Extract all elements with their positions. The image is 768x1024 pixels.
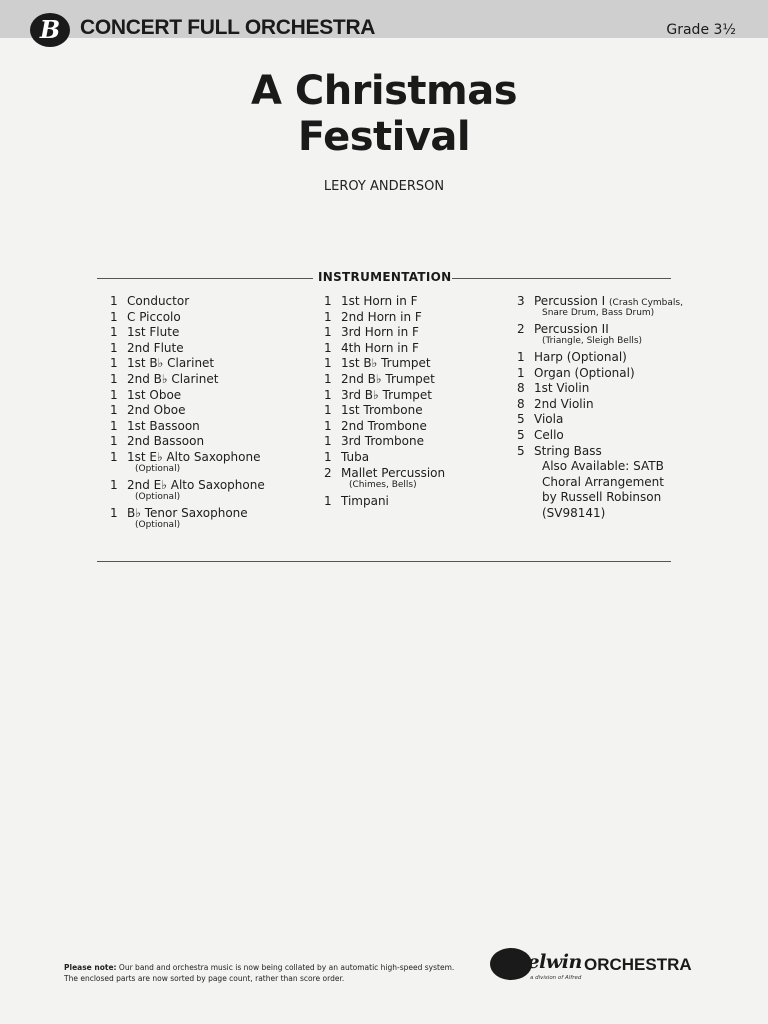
instrument-name-text: 1st Oboe	[127, 387, 182, 402]
instrument-quantity: 2	[517, 322, 525, 336]
instrument-name-text: 1st Horn in F	[341, 294, 418, 308]
title-line-2: Festival	[297, 114, 471, 160]
section-rule-right	[452, 278, 671, 279]
instrument-name-text: Cello	[534, 427, 564, 442]
instrument-name-text: C Piccolo	[127, 309, 181, 324]
instrument-quantity: 8	[517, 381, 525, 396]
instrument-name	[127, 403, 185, 419]
instrument-note: (Optional)	[135, 463, 181, 474]
instrument-quantity: 1	[110, 418, 118, 433]
instrument-name	[341, 419, 427, 435]
section-rule-left	[97, 278, 313, 279]
instrument-quantity: 5	[517, 443, 525, 458]
instrument-name-text: 2nd E♭ Alto Saxophone	[127, 477, 265, 492]
instrument-quantity: 1	[324, 356, 332, 371]
instrument-quantity: 1	[324, 371, 332, 386]
also-available-text: (SV98141)	[542, 505, 606, 520]
instrument-note: (Optional)	[135, 519, 181, 530]
instrument-name	[341, 341, 419, 357]
instrument-name	[127, 310, 181, 326]
instrument-name	[341, 310, 422, 326]
instrument-name-text: B♭ Tenor Saxophone	[127, 505, 248, 520]
instrument-quantity: 1	[110, 371, 118, 386]
instrument-name	[341, 434, 424, 450]
instrument-name	[534, 428, 564, 444]
instrument-note: (Optional)	[135, 491, 181, 502]
instrument-quantity: 1	[324, 294, 332, 308]
brand-word: ORCHESTRA	[584, 955, 692, 974]
instrument-name	[341, 403, 423, 419]
instrument-quantity: 1	[324, 340, 332, 355]
instrument-quantity: 1	[110, 309, 118, 324]
instrument-name-text: 2nd Violin	[534, 396, 594, 411]
collation-note-line-1	[64, 962, 454, 973]
instrument-name-text: Conductor	[127, 294, 190, 308]
instrument-name	[534, 350, 627, 366]
instrument-quantity: 1	[110, 387, 118, 402]
instrument-name	[534, 412, 563, 428]
instrument-name	[534, 366, 635, 382]
also-available-text: Also Available: SATB	[542, 459, 664, 474]
instrument-name-text: 2nd Horn in F	[341, 309, 422, 324]
instrument-name	[341, 372, 435, 388]
series-title: CONCERT FULL ORCHESTRA	[80, 16, 376, 39]
instrument-quantity: 1	[110, 477, 118, 492]
instrument-name-text: 2nd B♭ Trumpet	[341, 371, 435, 386]
instrument-name	[127, 419, 200, 435]
instrument-quantity: 1	[324, 309, 332, 324]
instrument-name-text: Percussion I	[534, 294, 606, 308]
title-line-1: A Christmas	[250, 68, 518, 114]
instrument-name-text: 2nd Trombone	[341, 418, 427, 433]
instrument-name-text: String Bass	[534, 443, 602, 458]
instrument-name	[127, 294, 189, 310]
instrument-name	[127, 372, 218, 388]
instrument-name-text: 1st Trombone	[341, 403, 423, 418]
instrument-quantity: 1	[324, 418, 332, 433]
instrument-quantity: 1	[324, 493, 332, 508]
instrument-quantity: 2	[324, 465, 332, 480]
instrument-name-text: Organ (Optional)	[534, 365, 635, 380]
instrument-quantity: 1	[110, 294, 118, 308]
instrument-name	[341, 356, 431, 372]
also-available-text: Choral Arrangement	[542, 474, 664, 489]
instrument-quantity: 1	[324, 403, 332, 418]
instrument-name-text: Timpani	[341, 493, 389, 508]
instrument-note: Snare Drum, Bass Drum)	[542, 308, 655, 318]
instrument-name	[341, 294, 418, 310]
instrument-name	[127, 341, 184, 357]
instrument-name-text: 1st B♭ Clarinet	[127, 356, 215, 371]
instrument-quantity: 5	[517, 412, 525, 427]
instrument-name-text: 2nd Oboe	[127, 403, 186, 418]
instrument-quantity: 1	[517, 365, 525, 380]
note-text-1: Our band and orchestra music is now being collated by an automatic high-speed system.	[116, 963, 455, 972]
section-label: INSTRUMENTATION	[318, 270, 452, 284]
instrument-name-text: Harp (Optional)	[534, 350, 627, 364]
instrument-name-text: 3rd B♭ Trumpet	[341, 387, 432, 402]
instrument-name-text: 1st Flute	[127, 325, 180, 340]
instrument-name	[341, 388, 432, 404]
brand-sub: a division of Alfred	[530, 975, 582, 981]
instrument-name-text: Mallet Percussion	[341, 465, 446, 480]
instrument-name-text: 1st B♭ Trumpet	[341, 356, 431, 371]
instrument-quantity: 3	[517, 294, 525, 308]
note-label: Please note:	[64, 963, 117, 972]
instrument-name-text: Viola	[534, 412, 564, 427]
instrument-name-text: Percussion II	[534, 322, 609, 336]
instrument-note: (Chimes, Bells)	[349, 479, 417, 490]
instrument-name-text: 3rd Horn in F	[341, 325, 419, 340]
instrument-name	[534, 397, 594, 413]
belwin-logo-icon: B	[30, 13, 70, 47]
instrument-quantity: 1	[110, 434, 118, 449]
instrument-quantity: 1	[324, 387, 332, 402]
instrument-quantity: 1	[110, 356, 118, 371]
instrument-name-text: 1st Bassoon	[127, 418, 200, 433]
instrument-name-text: 2nd Bassoon	[127, 434, 205, 449]
instrument-quantity: 1	[324, 449, 332, 464]
instrument-quantity: 8	[517, 396, 525, 411]
collation-note-line-2: The enclosed parts are now sorted by page count, rather than score order.	[64, 974, 345, 983]
collation-note	[64, 962, 454, 984]
instrument-name	[534, 444, 602, 460]
instrument-quantity: 1	[110, 325, 118, 340]
instrument-name	[127, 388, 181, 404]
instrument-name-text: 2nd Flute	[127, 340, 184, 355]
instrument-note-inline: (Crash Cymbals,	[609, 298, 683, 308]
instrument-note: (Triangle, Sleigh Bells)	[542, 336, 643, 346]
composer: LEROY ANDERSON	[323, 179, 445, 194]
instrument-quantity: 1	[324, 434, 332, 449]
instrument-quantity: 5	[517, 427, 525, 442]
instrument-name	[127, 356, 214, 372]
instrument-quantity: 1	[110, 449, 118, 464]
instrument-name	[534, 381, 589, 397]
instrument-name-text: 3rd Trombone	[341, 434, 425, 449]
instrument-name-text: 1st Violin	[534, 381, 590, 396]
instrument-quantity: 1	[324, 325, 332, 340]
header-strip	[0, 38, 768, 56]
instrument-quantity: 1	[110, 403, 118, 418]
instrument-name-text: 4th Horn in F	[341, 340, 419, 355]
instrument-name-text: 2nd B♭ Clarinet	[127, 371, 219, 386]
instrument-name-text: 1st E♭ Alto Saxophone	[127, 449, 261, 464]
instrument-name	[341, 450, 369, 466]
instrument-name	[127, 434, 204, 450]
bottom-rule	[97, 561, 671, 562]
brand-script: Belwin	[512, 951, 582, 973]
grade-label: Grade 3½	[666, 22, 736, 38]
instrument-name-text: Tuba	[341, 449, 370, 464]
instrument-name	[341, 325, 419, 341]
instrument-quantity: 1	[517, 350, 525, 364]
page-title	[0, 68, 768, 160]
instrument-name	[127, 325, 179, 341]
also-available-text: by Russell Robinson	[542, 490, 662, 505]
instrument-name	[341, 494, 389, 510]
instrument-quantity: 1	[110, 340, 118, 355]
instrument-quantity: 1	[110, 505, 118, 520]
